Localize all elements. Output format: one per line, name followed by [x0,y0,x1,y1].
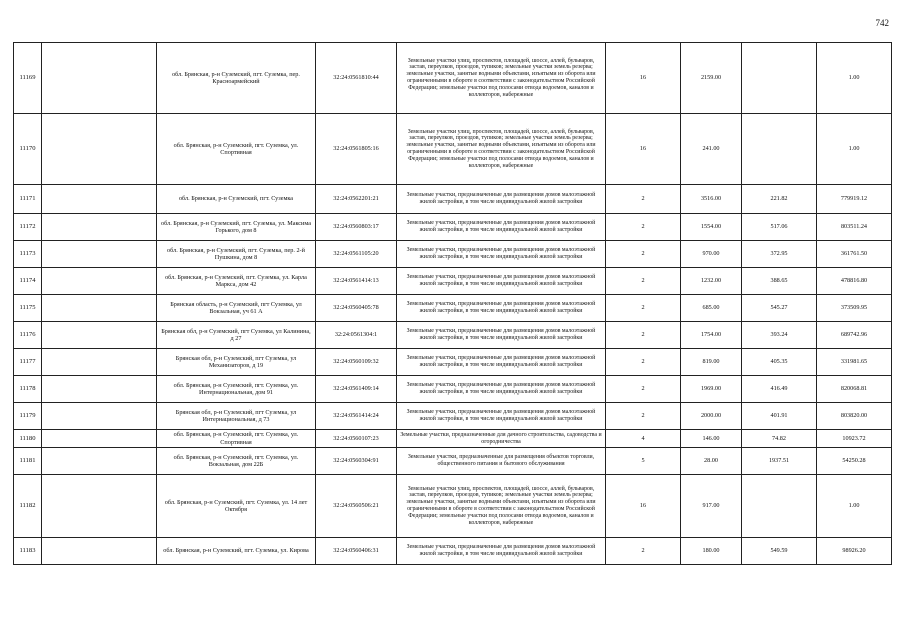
specific-value-cell: 545.27 [742,295,817,322]
cadastral-value-cell: 689742.96 [817,322,892,349]
blank-cell [42,349,157,376]
table-row [14,241,892,268]
specific-value-cell [742,475,817,538]
specific-value-cell [742,43,817,114]
land-use-group-cell: 4 [606,430,681,448]
table-row [14,376,892,403]
table-row [14,268,892,295]
cadastral-number-cell: 32:24:0560304:91 [316,448,397,475]
area-cell: 3516.00 [681,185,742,214]
table-row [14,349,892,376]
row-number-cell: 11179 [14,403,42,430]
specific-value-cell: 388.65 [742,268,817,295]
cadastral-number-cell: 32:24:0560107:23 [316,430,397,448]
specific-value-cell: 401.91 [742,403,817,430]
address-cell: обл. Брянская, р-н Суземский, пгт. Суземка, пер. 2-й Пушкина, дом 8 [157,241,316,268]
land-use-group-cell: 2 [606,349,681,376]
table-row [14,114,892,185]
land-use-description-cell: Земельные участки, предназначенные для размещения объектов торговли, общественного питания и бытового обслуживания [397,448,606,475]
address-cell: обл. Брянская, р-н Суземский, пгт. Суземка, ул. Карла Маркса, дом 42 [157,268,316,295]
cadastral-number-cell: 32:24:0560109:32 [316,349,397,376]
address-cell: обл. Брянская, р-н Суземский, пгт. Суземка, ул. 14 лет Октября [157,475,316,538]
blank-cell [42,241,157,268]
address-cell: обл. Брянская, р-н Суземский, пгт. Суземка, ул. Интернациональная, дом 91 [157,376,316,403]
cadastral-value-cell: 98926.20 [817,538,892,565]
land-use-description-cell: Земельные участки, предназначенные для размещения домов малоэтажной жилой застройки, в том числе индивидуальной жилой застройки [397,295,606,322]
land-use-description-cell: Земельные участки, предназначенные для размещения домов малоэтажной жилой застройки, в том числе индивидуальной жилой застройки [397,349,606,376]
area-cell: 1232.00 [681,268,742,295]
row-number-cell: 11177 [14,349,42,376]
specific-value-cell: 372.95 [742,241,817,268]
row-number-cell: 11180 [14,430,42,448]
land-use-description-cell: Земельные участки, предназначенные для размещения домов малоэтажной жилой застройки, в том числе индивидуальной жилой застройки [397,241,606,268]
land-use-description-cell: Земельные участки, предназначенные для размещения домов малоэтажной жилой застройки, в том числе индивидуальной жилой застройки [397,268,606,295]
address-cell: обл. Брянская, р-н Суземский, пгт. Суземка, ул. Спортивная [157,430,316,448]
table-row [14,448,892,475]
row-number-cell: 11176 [14,322,42,349]
land-use-group-cell: 5 [606,448,681,475]
cadastral-value-cell: 803820.00 [817,403,892,430]
cadastral-number-cell: 32:24:0561810:44 [316,43,397,114]
row-number-cell: 11171 [14,185,42,214]
cadastral-value-cell: 331981.65 [817,349,892,376]
area-cell: 180.00 [681,538,742,565]
land-use-description-cell: Земельные участки, предназначенные для размещения домов малоэтажной жилой застройки, в том числе индивидуальной жилой застройки [397,538,606,565]
blank-cell [42,322,157,349]
address-cell: обл. Брянская, р-н Суземский, пгт. Суземка, ул. Вокзальная, дом 22Б [157,448,316,475]
specific-value-cell: 393.24 [742,322,817,349]
row-number-cell: 11170 [14,114,42,185]
cadastral-number-cell: 32:24:0561105:20 [316,241,397,268]
cadastral-value-cell: 54250.28 [817,448,892,475]
row-number-cell: 11173 [14,241,42,268]
address-cell: Брянская область, р-н Суземский, пгт Суземка, ул Вокзальная, уч 61 А [157,295,316,322]
cadastral-value-cell: 803511.24 [817,214,892,241]
blank-cell [42,268,157,295]
address-cell: Брянская обл, р-н Суземский, пгт Суземка, ул Калинина, д 27 [157,322,316,349]
area-cell: 2159.00 [681,43,742,114]
area-cell: 819.00 [681,349,742,376]
table-row [14,430,892,448]
land-use-description-cell: Земельные участки, предназначенные для размещения домов малоэтажной жилой застройки, в том числе индивидуальной жилой застройки [397,376,606,403]
address-cell: Брянская обл, р-н Суземский, пгт Суземка, ул Механизаторов, д 19 [157,349,316,376]
cadastral-number-cell: 32:24:0561805:16 [316,114,397,185]
land-use-description-cell: Земельные участки, предназначенные для размещения домов малоэтажной жилой застройки, в том числе индивидуальной жилой застройки [397,403,606,430]
land-use-description-cell: Земельные участки улиц, проспектов, площадей, шоссе, аллей, бульваров, застав, переулков, проездов, тупиков; земельные участки земель резерва; земельные участки, занятые водными объектами, изъятыми из оборота или ограниченными в обороте в соответствии с законодательством Российской Федерации; земельные участки под полосами отвода водоемов, каналов и коллекторов, набережные [397,43,606,114]
row-number-cell: 11178 [14,376,42,403]
table-row [14,295,892,322]
blank-cell [42,295,157,322]
specific-value-cell: 416.49 [742,376,817,403]
row-number-cell: 11174 [14,268,42,295]
cadastral-number-cell: 32:24:0561414:13 [316,268,397,295]
address-cell: обл. Брянская, р-н Суземский, пгт. Суземка [157,185,316,214]
blank-cell [42,43,157,114]
table-row [14,475,892,538]
blank-cell [42,475,157,538]
address-cell: обл. Брянская, р-н Суземский, пгт. Суземка, ул. Спортивная [157,114,316,185]
land-use-description-cell: Земельные участки, предназначенные для размещения домов малоэтажной жилой застройки, в том числе индивидуальной жилой застройки [397,322,606,349]
specific-value-cell: 221.82 [742,185,817,214]
table-row [14,43,892,114]
address-cell: Брянская обл, р-н Суземский, пгт Суземка, ул Интернациональная, д 73 [157,403,316,430]
specific-value-cell: 517.06 [742,214,817,241]
area-cell: 1969.00 [681,376,742,403]
cadastral-number-cell: 32:24:0562201:21 [316,185,397,214]
blank-cell [42,430,157,448]
land-use-group-cell: 2 [606,268,681,295]
cadastral-value-cell: 361761.50 [817,241,892,268]
cadastral-value-cell: 779919.12 [817,185,892,214]
area-cell: 917.00 [681,475,742,538]
blank-cell [42,403,157,430]
area-cell: 970.00 [681,241,742,268]
cadastral-value-cell: 10923.72 [817,430,892,448]
row-number-cell: 11182 [14,475,42,538]
specific-value-cell: 549.59 [742,538,817,565]
table-body [14,43,892,565]
land-use-group-cell: 2 [606,214,681,241]
specific-value-cell: 405.35 [742,349,817,376]
cadastral-value-cell: 1.00 [817,475,892,538]
land-use-group-cell: 2 [606,241,681,268]
land-use-group-cell: 2 [606,185,681,214]
row-number-cell: 11175 [14,295,42,322]
land-use-description-cell: Земельные участки улиц, проспектов, площадей, шоссе, аллей, бульваров, застав, переулков, проездов, тупиков; земельные участки земель резерва; земельные участки, занятые водными объектами, изъятыми из оборота или ограниченными в обороте в соответствии с законодательством Российской Федерации; земельные участки под полосами отвода водоемов, каналов и коллекторов, набережные [397,475,606,538]
land-use-group-cell: 16 [606,114,681,185]
row-number-cell: 11172 [14,214,42,241]
cadastral-value-cell: 478816.80 [817,268,892,295]
address-cell: обл. Брянская, р-н Суземский, пгт. Суземка, ул. Максима Горького, дом 8 [157,214,316,241]
area-cell: 685.00 [681,295,742,322]
address-cell: обл. Брянская, р-н Суземский, пгт. Суземка, ул. Кирова [157,538,316,565]
land-use-group-cell: 2 [606,403,681,430]
cadastral-number-cell: 32:24:0561304:1 [316,322,397,349]
blank-cell [42,376,157,403]
area-cell: 1754.00 [681,322,742,349]
land-use-group-cell: 16 [606,43,681,114]
blank-cell [42,185,157,214]
land-use-group-cell: 2 [606,376,681,403]
cadastral-value-cell: 1.00 [817,114,892,185]
land-use-description-cell: Земельные участки, предназначенные для размещения домов малоэтажной жилой застройки, в том числе индивидуальной жилой застройки [397,185,606,214]
land-use-description-cell: Земельные участки улиц, проспектов, площадей, шоссе, аллей, бульваров, застав, переулков, проездов, тупиков; земельные участки земель резерва; земельные участки, занятые водными объектами, изъятыми из оборота или ограниченными в обороте в соответствии с законодательством Российской Федерации; земельные участки под полосами отвода водоемов, каналов и коллекторов, набережные [397,114,606,185]
area-cell: 2000.00 [681,403,742,430]
blank-cell [42,538,157,565]
land-use-group-cell: 2 [606,538,681,565]
area-cell: 1554.00 [681,214,742,241]
area-cell: 241.00 [681,114,742,185]
cadastral-number-cell: 32:24:0561409:14 [316,376,397,403]
cadastral-value-cell: 820068.81 [817,376,892,403]
land-use-description-cell: Земельные участки, предназначенные для размещения домов малоэтажной жилой застройки, в том числе индивидуальной жилой застройки [397,214,606,241]
specific-value-cell: 74.82 [742,430,817,448]
area-cell: 28.00 [681,448,742,475]
blank-cell [42,114,157,185]
cadastral-value-cell: 1.00 [817,43,892,114]
land-use-group-cell: 16 [606,475,681,538]
table-row [14,322,892,349]
specific-value-cell [742,114,817,185]
land-use-description-cell: Земельные участки, предназначенные для дачного строительства, садоводства и огородничества [397,430,606,448]
specific-value-cell: 1937.51 [742,448,817,475]
blank-cell [42,214,157,241]
address-cell: обл. Брянская, р-н Суземский, пгт. Суземка, пер. Красноармейский [157,43,316,114]
row-number-cell: 11181 [14,448,42,475]
table-row [14,538,892,565]
row-number-cell: 11183 [14,538,42,565]
table-row [14,214,892,241]
cadastral-number-cell: 32:24:0560405:78 [316,295,397,322]
area-cell: 146.00 [681,430,742,448]
table-row [14,403,892,430]
table-row [14,185,892,214]
cadastral-number-cell: 32:24:0560506:21 [316,475,397,538]
cadastral-number-cell: 32:24:0560406:31 [316,538,397,565]
cadastral-value-table [13,42,892,565]
land-use-group-cell: 2 [606,322,681,349]
cadastral-number-cell: 32:24:0560803:17 [316,214,397,241]
row-number-cell: 11169 [14,43,42,114]
land-use-group-cell: 2 [606,295,681,322]
cadastral-number-cell: 32:24:0561414:24 [316,403,397,430]
blank-cell [42,448,157,475]
page-number: 742 [875,18,889,28]
cadastral-value-cell: 373509.95 [817,295,892,322]
